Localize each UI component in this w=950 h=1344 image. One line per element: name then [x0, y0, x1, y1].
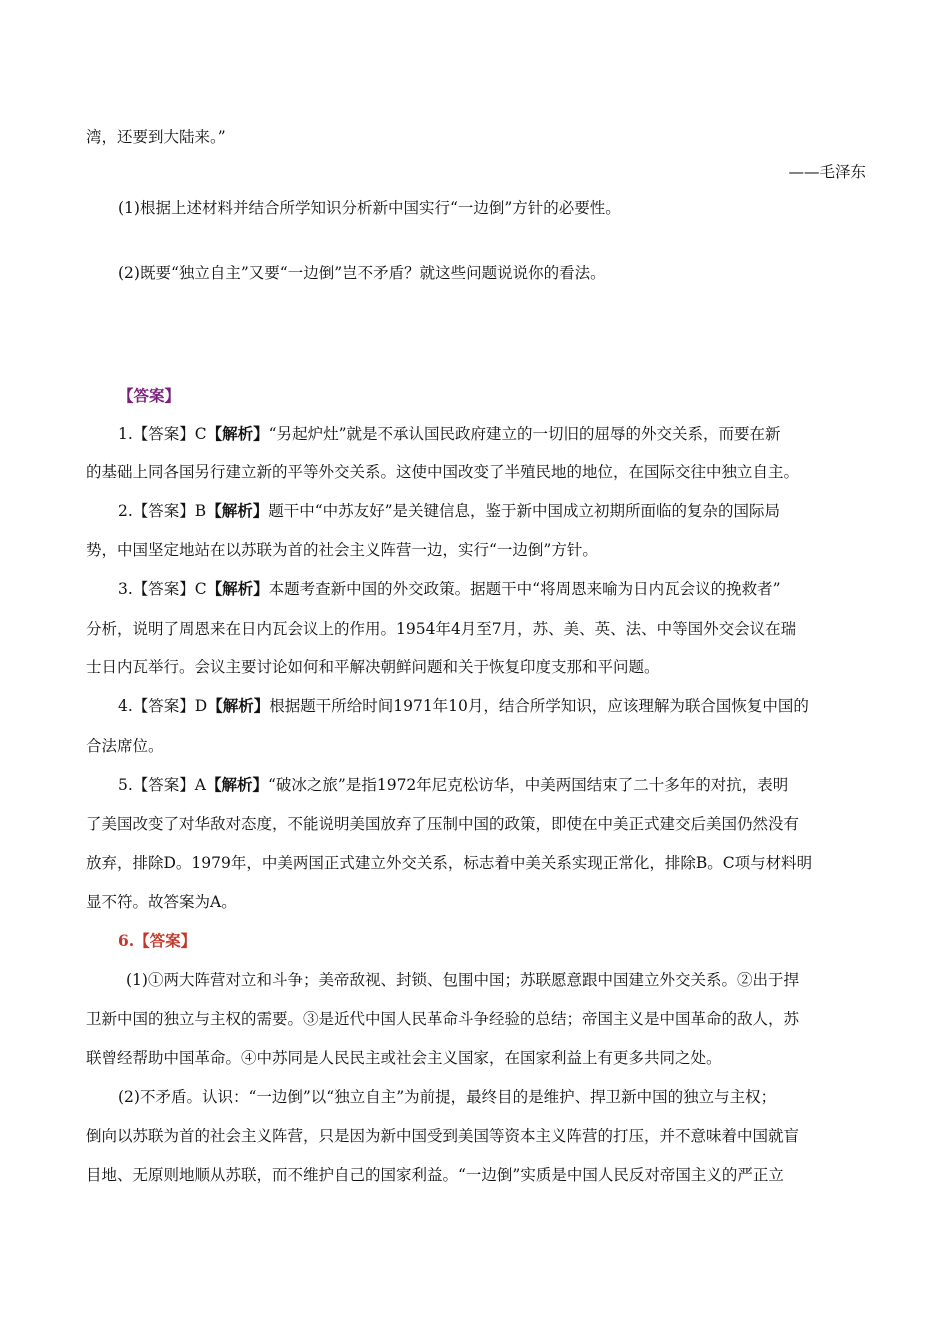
question-2: (2)既要“独立自主”又要“一边倒”岂不矛盾？就这些问题说说你的看法。: [118, 264, 606, 282]
answer-1-line-2: 的基础上同各国另行建立新的平等外交关系。这使中国改变了半殖民地的地位，在国际交往中独立自主。: [86, 463, 800, 481]
answer-5-line-1: [118, 775, 866, 795]
answer-5-key: 5.【答案】A: [118, 776, 206, 794]
analysis-label: 【解析】: [206, 579, 269, 598]
answer-2-key: 2.【答案】B: [118, 502, 207, 520]
answer-5-line-2: 了美国改变了对华敌对态度，不能说明美国放弃了压制中国的政策，即使在中美正式建交后美国仍然没有: [86, 815, 800, 833]
quote-end-line: 湾，还要到大陆来。”: [86, 128, 226, 146]
answer-4-line-1: [118, 696, 866, 716]
answer-6-part-1-line-2: 卫新中国的独立与主权的需要。③是近代中国人民革命斗争经验的总结；帝国主义是中国革命的敌人，苏: [86, 1010, 800, 1028]
question-1: (1)根据上述材料并结合所学知识分析新中国实行“一边倒”方针的必要性。: [118, 199, 621, 217]
answer-4-text: 根据题干所给时间1971年10月，结合所学知识，应该理解为联合国恢复中国的: [269, 697, 809, 715]
answer-1-text: “另起炉灶”就是不承认国民政府建立的一切旧的屈辱的外交关系，而要在新: [268, 425, 781, 443]
answer-5-line-3: 放弃，排除D。1979年，中美两国正式建立外交关系，标志着中美关系实现正常化，排除B。C项与材料明: [86, 854, 813, 872]
answer-5-text: “破冰之旅”是指1972年尼克松访华，中美两国结束了二十多年的对抗，表明: [268, 776, 789, 794]
answer-6-part-2-line-3: 目地、无原则地顺从苏联，而不维护自己的国家利益。“一边倒”实质是中国人民反对帝国主义的严正立: [86, 1166, 784, 1184]
answer-6-part-1-line-1: (1)①两大阵营对立和斗争；美帝敌视、封锁、包围中国；苏联愿意跟中国建立外交关系。②出于捍: [126, 971, 799, 989]
answer-6-part-2-line-1: (2)不矛盾。认识：“一边倒”以“独立自主”为前提，最终目的是维护、捍卫新中国的独立与主权；: [118, 1088, 777, 1106]
answer-6-part-2-line-2: 倒向以苏联为首的社会主义阵营，只是因为新中国受到美国等资本主义阵营的打压，并不意味着中国就盲: [86, 1127, 800, 1145]
answer-4-line-2: 合法席位。: [86, 737, 164, 755]
answer-3-key: 3.【答案】C: [118, 580, 207, 598]
answer-2-line-2: 势，中国坚定地站在以苏联为首的社会主义阵营一边，实行“一边倒”方针。: [86, 541, 598, 559]
answer-3-line-3: 士日内瓦举行。会议主要讨论如何和平解决朝鲜问题和关于恢复印度支那和平问题。: [86, 658, 660, 676]
analysis-label: 【解析】: [205, 775, 268, 794]
answer-3-line-2: 分析，说明了周恩来在日内瓦会议上的作用。1954年4月至7月，苏、美、英、法、中等国外交会议在瑞: [86, 620, 797, 638]
answer-2-line-1: [118, 501, 866, 521]
answer-4-key: 4.【答案】D: [118, 697, 208, 715]
answer-2-text: 题干中“中苏友好”是关键信息，鉴于新中国成立初期所面临的复杂的国际局: [268, 502, 781, 520]
answer-heading: 【答案】: [118, 386, 181, 405]
analysis-label: 【解析】: [206, 501, 269, 520]
answer-3-line-1: [118, 579, 866, 599]
answer-5-line-4: 显不符。故答案为A。: [86, 893, 237, 911]
analysis-label: 【解析】: [207, 696, 270, 715]
answer-6-part-1-line-3: 联曾经帮助中国革命。④中苏同是人民民主或社会主义国家，在国家利益上有更多共同之处。: [86, 1049, 722, 1067]
answer-6-heading: 6.【答案】: [118, 931, 197, 950]
answer-3-text: 本题考查新中国的外交政策。据题干中“将周恩来喻为日内瓦会议的挽救者”: [268, 580, 781, 598]
quote-attribution: ——毛泽东: [788, 163, 866, 181]
analysis-label: 【解析】: [206, 424, 269, 443]
answer-1-key: 1.【答案】C: [118, 425, 207, 443]
answer-1-line-1: [118, 424, 866, 444]
